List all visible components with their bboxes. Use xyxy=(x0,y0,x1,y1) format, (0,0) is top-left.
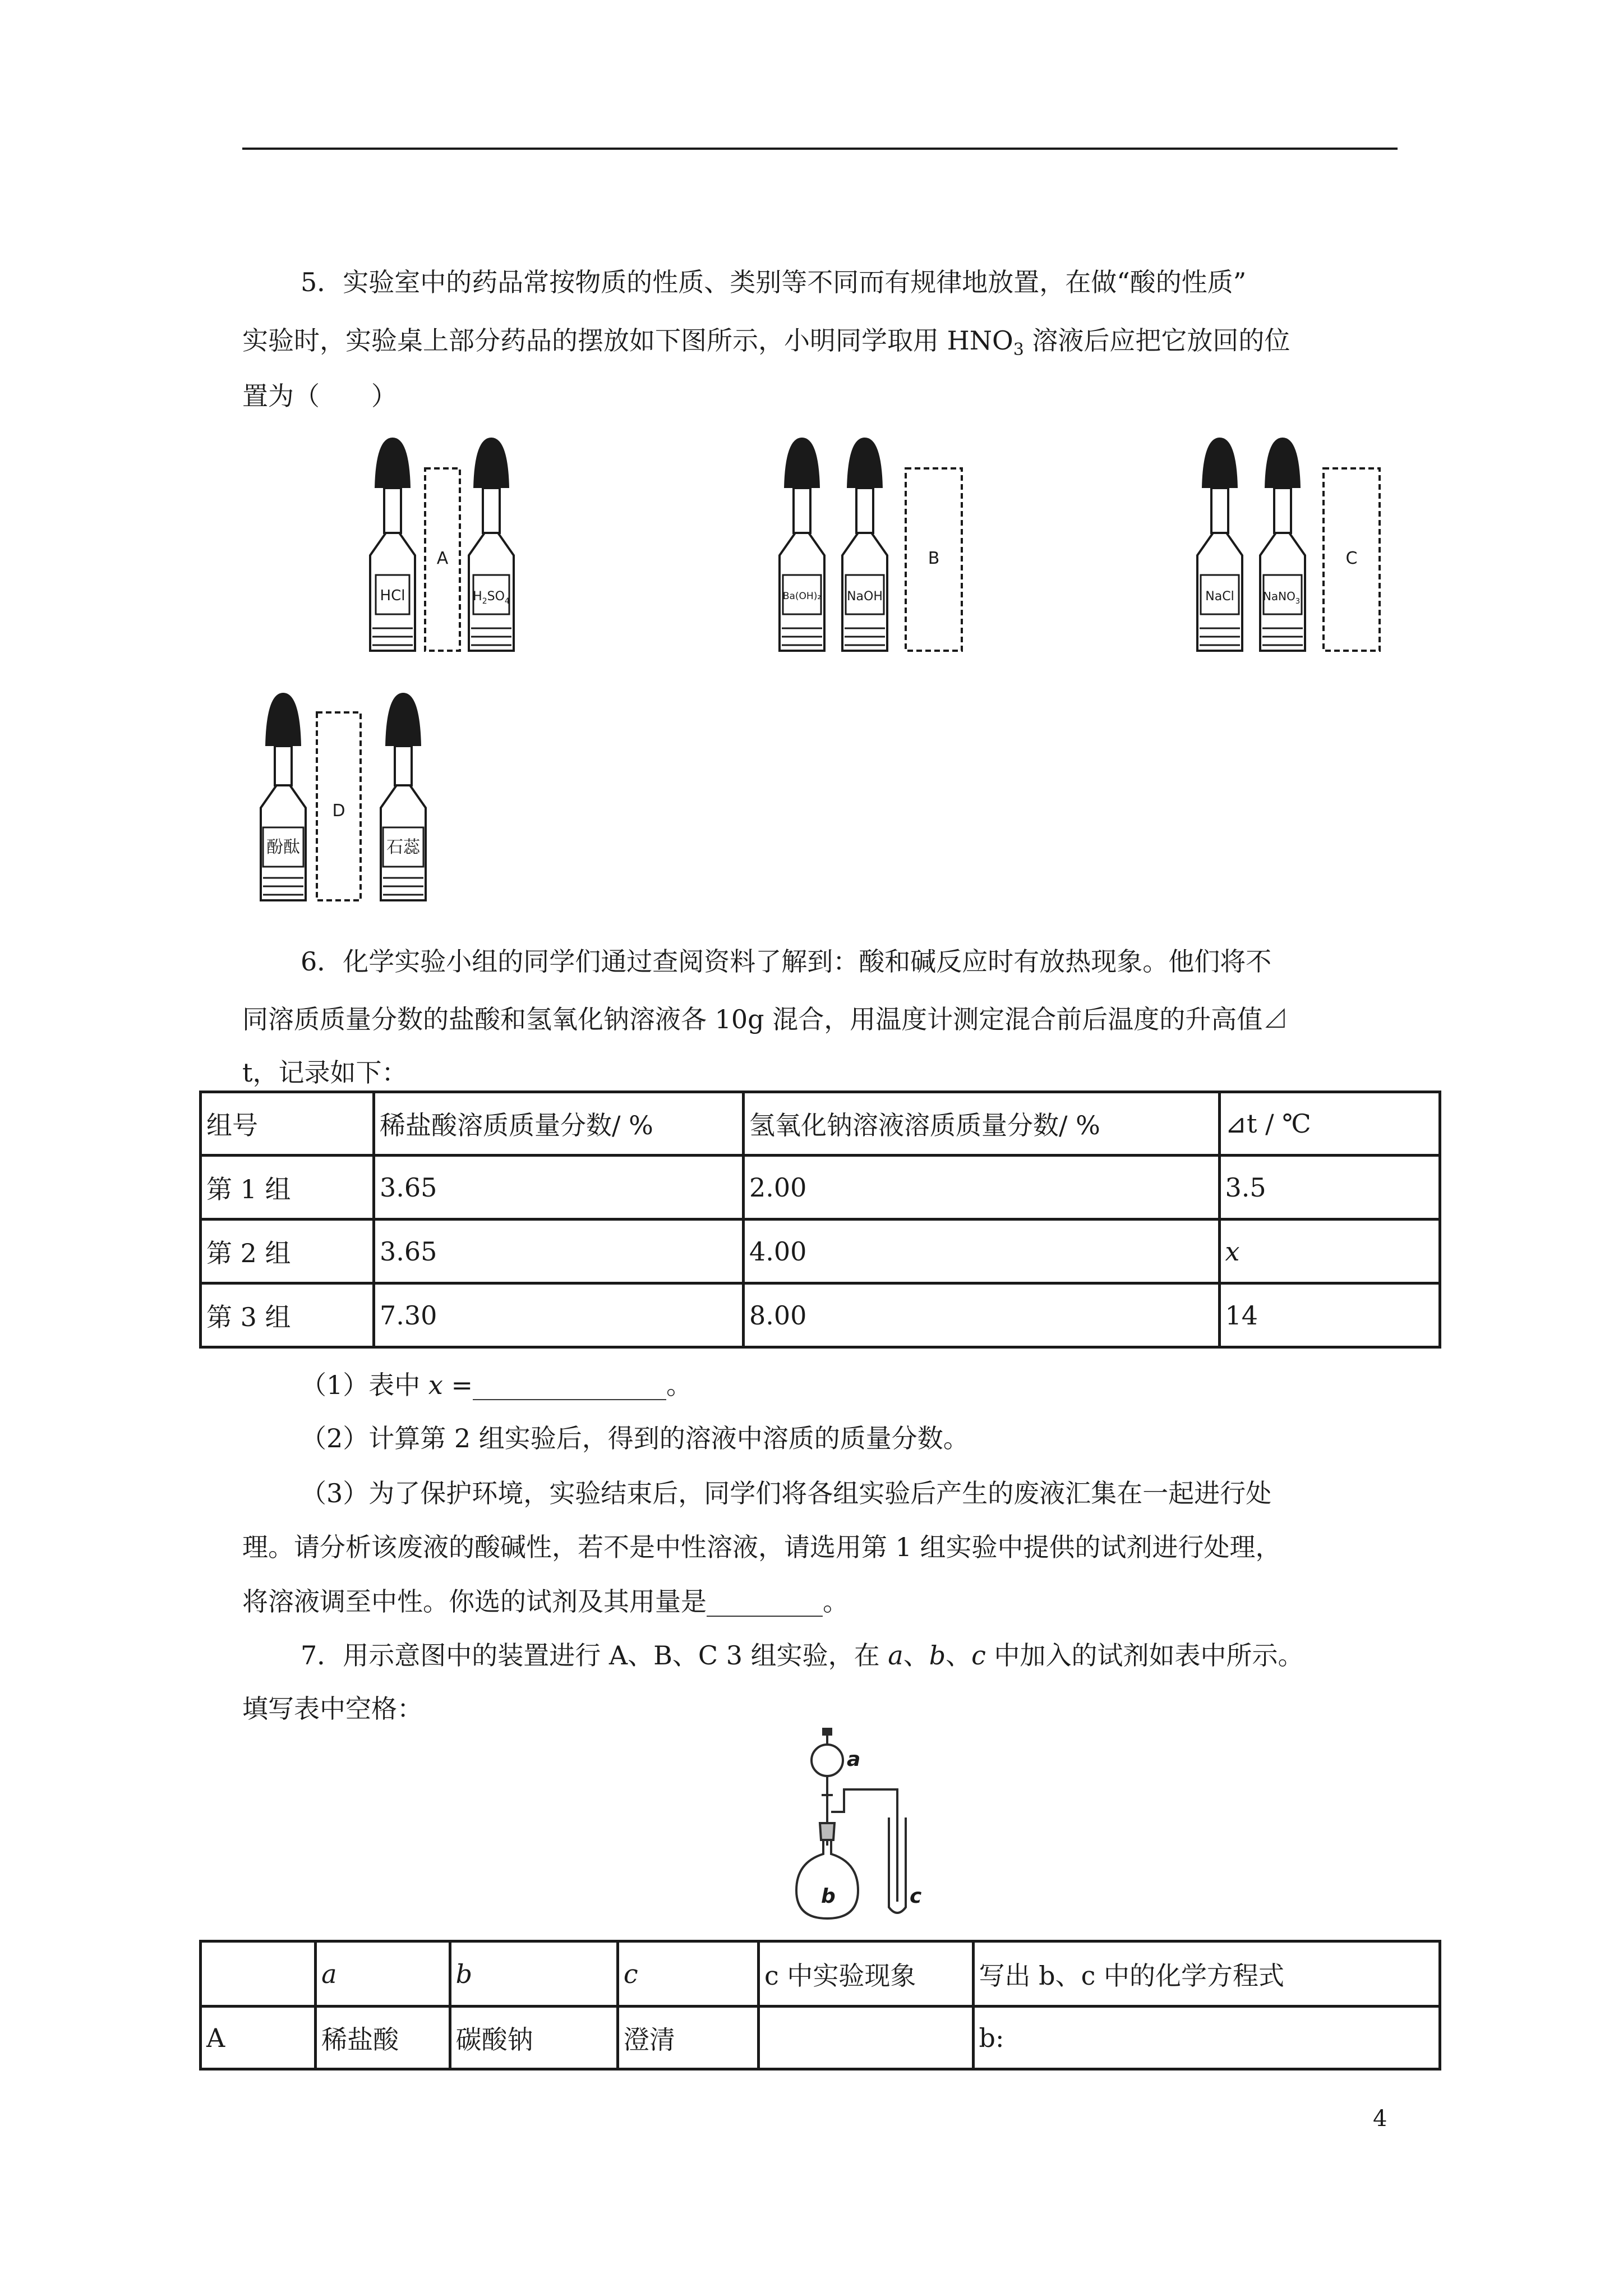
q5-line1: 5．实验室中的药品常按物质的性质、类别等不同而有规律地放置，在做“酸的性质” xyxy=(301,267,1247,297)
q6-line3: t，记录如下： xyxy=(242,1057,408,1088)
bottle-label-baoh2: Ba(OH)₂ xyxy=(782,591,822,602)
q6-data-table xyxy=(199,1091,1441,1349)
bottle-group-a xyxy=(359,426,527,662)
table-row xyxy=(201,2007,1440,2069)
bottle-group-d xyxy=(250,684,451,909)
label-c: c xyxy=(910,1885,922,1908)
table-cell: 第 1 组 xyxy=(201,1156,374,1220)
q6-sub3-line3: 将溶液调至中性。你选的试剂及其用量是_________。 xyxy=(242,1586,849,1617)
table-header-cell: c xyxy=(617,1941,758,2007)
dropper-bottle xyxy=(469,438,514,651)
label-b: b xyxy=(821,1885,836,1908)
bottle-group-b xyxy=(768,426,970,662)
q5-line3: 置为（ ） xyxy=(242,381,397,411)
bottle-label-hcl: HCl xyxy=(380,587,405,604)
table-cell: 碳酸钠 xyxy=(450,2007,617,2069)
table-cell: 8.00 xyxy=(743,1283,1219,1347)
table-cell[interactable] xyxy=(759,2007,973,2069)
bottle-label-naoh: NaOH xyxy=(847,590,883,604)
q6-line2: 同溶质质量分数的盐酸和氢氧化钠溶液各 10g 混合，用温度计测定混合前后温度的升高值⊿ xyxy=(242,1004,1289,1034)
table-header-cell: c 中实验现象 xyxy=(759,1941,973,2007)
table-cell: 2.00 xyxy=(743,1156,1219,1220)
table-header-cell: a xyxy=(316,1941,450,2007)
q6-sub2: （2）计算第 2 组实验后，得到的溶液中溶质的质量分数。 xyxy=(301,1423,969,1453)
q6-line1: 6．化学实验小组的同学们通过查阅资料了解到：酸和碱反应时有放热现象。他们将不 xyxy=(301,946,1272,977)
table-cell: x xyxy=(1219,1220,1440,1283)
table-header-row xyxy=(201,1092,1440,1156)
table-cell: 7.30 xyxy=(374,1283,744,1347)
table-row xyxy=(201,1220,1440,1283)
bottle-group-c xyxy=(1186,426,1388,662)
table-header-row xyxy=(201,1941,1440,2007)
table-cell: 14 xyxy=(1219,1283,1440,1347)
q6-sub1: （1）表中 x =_______________。 xyxy=(301,1370,693,1400)
table-cell: 3.65 xyxy=(374,1156,744,1220)
table-cell: A xyxy=(201,2007,316,2069)
table-header-cell xyxy=(201,1941,316,2007)
q7-table xyxy=(199,1940,1441,2070)
q5-line2: 实验时，实验桌上部分药品的摆放如下图所示，小明同学取用 $HNO_3$ 溶液后应把它放回的位 xyxy=(242,325,1290,360)
table-header-cell: 组号 xyxy=(201,1092,374,1156)
bottle-label-nacl: NaCl xyxy=(1205,590,1234,604)
table-cell: 第 3 组 xyxy=(201,1283,374,1347)
bottle-label-h2so4: $H_2SO_4$ xyxy=(473,590,510,606)
table-header-cell: b xyxy=(450,1941,617,2007)
dropper-bottle xyxy=(780,438,824,651)
slot-label-a: A xyxy=(436,549,449,568)
table-cell: 稀盐酸 xyxy=(316,2007,450,2069)
apparatus-diagram xyxy=(785,1728,931,1930)
dropper-bottle xyxy=(842,438,887,651)
q7-line2: 填写表中空格： xyxy=(242,1694,423,1724)
slot-label-b: B xyxy=(928,549,940,568)
table-row xyxy=(201,1156,1440,1220)
table-header-cell: 稀盐酸溶质质量分数/ % xyxy=(374,1092,744,1156)
table-header-cell: 氢氧化钠溶液溶质质量分数/ % xyxy=(743,1092,1219,1156)
slot-label-d: D xyxy=(332,801,345,821)
label-a: a xyxy=(847,1748,861,1771)
bottle-label-phenolphthalein: 酚酞 xyxy=(266,838,300,857)
dropper-bottle xyxy=(1197,438,1242,651)
delivery-tube xyxy=(831,1789,897,1902)
dropper-bottle xyxy=(370,438,415,651)
stopper xyxy=(820,1823,834,1840)
slot-label-c: C xyxy=(1345,549,1358,568)
table-header-cell: 写出 b、c 中的化学方程式 xyxy=(973,1941,1440,2007)
q7-line1: 7．用示意图中的装置进行 A、B、C 3 组实验，在 a、b、c 中加入的试剂如表中所示。 xyxy=(301,1640,1304,1671)
table-row xyxy=(201,1283,1440,1347)
table-cell: 3.65 xyxy=(374,1220,744,1283)
table-cell: 澄清 xyxy=(617,2007,758,2069)
page-number: 4 xyxy=(1373,2106,1387,2132)
q6-sub3-line2: 理。请分析该废液的酸碱性，若不是中性溶液，请选用第 1 组实验中提供的试剂进行处理， xyxy=(242,1532,1281,1562)
header-rule xyxy=(242,148,1398,150)
dropper-bottle xyxy=(381,693,426,900)
dropper-bottle xyxy=(261,693,306,900)
bottle-label-litmus: 石蕊 xyxy=(386,838,420,857)
table-cell: 4.00 xyxy=(743,1220,1219,1283)
dropper-bottle xyxy=(1260,438,1305,651)
q6-sub3-line1: （3）为了保护环境，实验结束后，同学们将各组实验后产生的废液汇集在一起进行处 xyxy=(301,1478,1272,1508)
table-cell: 第 2 组 xyxy=(201,1220,374,1283)
table-header-cell: ⊿t / ℃ xyxy=(1219,1092,1440,1156)
bottle-label-nano3: NaNO$_3$ xyxy=(1262,590,1301,606)
separatory-funnel xyxy=(811,1745,843,1776)
table-cell: 3.5 xyxy=(1219,1156,1440,1220)
table-cell[interactable]: b: xyxy=(973,2007,1440,2069)
